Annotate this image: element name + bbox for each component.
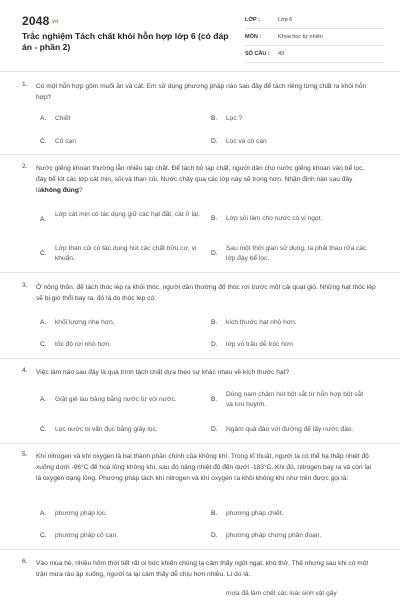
option-text: phương pháp chiết. bbox=[226, 510, 284, 517]
meta-value: Lớp 6 bbox=[278, 17, 293, 23]
option-text: phương pháp cô cạn. bbox=[55, 532, 118, 539]
option-text: kích thước hạt nhỏ hơn. bbox=[226, 319, 297, 326]
question-text: Ở nông thôn, để tách thóc lép ra khỏi thóc, người dân thường đổ thóc rơi trước một cái quạt gió. Những hạt thóc lép sẽ bị gió thổi bay ra, đó là do thóc lép có: bbox=[36, 284, 376, 302]
option-text: Lọc và cô cạn bbox=[226, 138, 267, 145]
meta-row-count bbox=[245, 46, 384, 63]
header-divider bbox=[0, 71, 400, 72]
option-letter: D. bbox=[211, 138, 218, 145]
question-text: Khí nitrogen và khí oxygen là hai thành phần chính của không khí. Trong kĩ thuật, người ta có thể hạ thấp nhiệt độ xuống dưới -96°C để hoá lỏng không khí, sau đó nâng nhiệt độ đến dưới -183°C. Khi đó, nitrogen bay ra và còn lại là oxygen dạng lỏng. Phương pháp tách khí nitrogen và khí oxygen ra khỏi không khí như trên được gọi là: bbox=[36, 453, 372, 482]
meta-value: 49 bbox=[278, 51, 285, 57]
meta-table bbox=[245, 12, 384, 63]
option-c[interactable] bbox=[40, 531, 200, 541]
document-header bbox=[22, 12, 384, 64]
option-text: Lớp cát mịn có tác dụng giữ các hạt đất, cát ở lại. bbox=[55, 211, 201, 218]
question-separator bbox=[0, 443, 400, 444]
meta-key: SỐ CÂU : bbox=[245, 51, 270, 57]
page-title: Trắc nghiệm Tách chất khỏi hỗn hợp lớp 6 (có đáp án - phần 2) bbox=[22, 31, 229, 52]
question-text: Có một hỗn hợp gồm muối ăn và cát. Em sử dụng phương pháp nào sau đây để tách riêng từng chất ra khỏi hỗn hợp? bbox=[36, 83, 367, 101]
option-letter: D. bbox=[211, 341, 218, 348]
option-letter: A. bbox=[40, 510, 47, 517]
option-letter: D. bbox=[211, 532, 218, 539]
option-text: Ngâm quả đào với đường để lấy nước đào. bbox=[226, 426, 354, 433]
option-letter: A. bbox=[40, 319, 47, 326]
question-number: 2. bbox=[22, 163, 28, 170]
question-number: 3. bbox=[22, 282, 28, 289]
option-letter: C. bbox=[40, 138, 47, 145]
option-c[interactable] bbox=[40, 425, 205, 435]
option-letter: D. bbox=[211, 250, 218, 257]
option-d[interactable] bbox=[211, 531, 376, 541]
option-d[interactable] bbox=[211, 425, 381, 435]
logo-tld: .vn bbox=[50, 18, 59, 25]
option-letter: C. bbox=[40, 426, 47, 433]
option-a[interactable] bbox=[40, 509, 200, 519]
option-letter: B. bbox=[211, 396, 218, 403]
meta-key: LỚP : bbox=[245, 17, 260, 23]
option-text: Chiết bbox=[55, 115, 71, 122]
option-text: tốc độ rơi nhỏ hơn. bbox=[55, 341, 111, 348]
question-separator bbox=[0, 272, 400, 273]
option-text: Cô cạn bbox=[55, 138, 76, 145]
option-text: khối lượng nhẹ hơn. bbox=[55, 319, 115, 326]
option-text: Giặt giẻ lau bảng bằng nước từ vòi nước. bbox=[55, 396, 177, 403]
option-c[interactable] bbox=[40, 137, 200, 147]
option-letter: B. bbox=[211, 115, 218, 122]
option-text: Lớp sỏi làm cho nước có vị ngọt. bbox=[226, 215, 323, 222]
option-d[interactable] bbox=[211, 137, 371, 147]
option-letter: B. bbox=[211, 510, 218, 517]
option-letter: C. bbox=[40, 341, 47, 348]
option-d[interactable] bbox=[211, 340, 371, 350]
question-separator bbox=[0, 549, 400, 550]
option-c[interactable] bbox=[40, 244, 200, 264]
meta-row-subject bbox=[245, 29, 384, 46]
option-text: Lọc nước bị vẩn đục bằng giấy lọc. bbox=[55, 426, 158, 433]
option-b[interactable] bbox=[211, 114, 371, 124]
question-emphasis: không đúng bbox=[41, 187, 79, 194]
option-text: Lọc ? bbox=[226, 115, 243, 122]
question-text bbox=[36, 163, 376, 196]
option-d[interactable] bbox=[211, 244, 371, 264]
question-separator bbox=[0, 358, 400, 359]
question-text-main: Nước giếng khoan thường lẫn nhiều tạp chất. Để tách bỏ tạp chất, người dân cho nước giếng khoan vào bể lọc, đáy bể lót các lớp cát mịn, sỏi và than củi. Nước chảy qua các lớp này sẽ trong hơn. Nhận định nào sau đây là bbox=[36, 165, 365, 194]
option-letter: B. bbox=[211, 215, 218, 222]
question-text: Vào mùa hè, nhiều hôm thời tiết rất oi bức khiến chúng ta cảm thấy ngột ngạt, khó thở. Thế nhưng sau khi có một trận mưa rào ập xuống, người ta lại cảm thấy dễ chịu hơn nhiều. Lí do là: bbox=[36, 560, 369, 578]
option-text: phương pháp chưng phân đoạn. bbox=[226, 532, 322, 539]
option-text: mưa đã làm chết các loài sinh vật gây bbox=[226, 590, 337, 597]
option-b[interactable] bbox=[211, 390, 371, 410]
option-letter: A. bbox=[40, 115, 47, 122]
option-partial[interactable] bbox=[211, 589, 381, 599]
option-letter: D. bbox=[211, 426, 218, 433]
question-text-tail: ? bbox=[78, 187, 83, 194]
option-b[interactable] bbox=[211, 509, 371, 519]
option-b[interactable] bbox=[211, 318, 371, 328]
question-number: 1. bbox=[22, 81, 28, 88]
option-c[interactable] bbox=[40, 340, 200, 350]
option-text: phương pháp lọc. bbox=[55, 510, 107, 517]
option-letter: A. bbox=[40, 396, 47, 403]
option-b[interactable] bbox=[211, 214, 371, 224]
question-text: Việc làm nào sau đây là quá trình tách chất dựa theo sự khác nhau về kích thước hạt? bbox=[36, 369, 290, 376]
option-letter: C. bbox=[40, 532, 47, 539]
logo-text: 2048 bbox=[22, 14, 50, 28]
option-letter: A. bbox=[40, 216, 47, 223]
option-text: Sau một thời gian sử dụng, ta phải thau rửa các lớp đáy bể lọc. bbox=[226, 245, 367, 262]
option-a[interactable] bbox=[40, 318, 200, 328]
meta-key: MÔN : bbox=[245, 34, 262, 40]
option-a[interactable] bbox=[40, 114, 200, 124]
site-logo[interactable] bbox=[22, 14, 58, 28]
question-number: 5. bbox=[22, 451, 28, 458]
question-number: 4. bbox=[22, 367, 28, 374]
option-text: Lớp than củi có tác dụng hút các chất hữu cơ, vi khuẩn. bbox=[55, 245, 197, 262]
option-a[interactable] bbox=[40, 395, 205, 405]
question-separator bbox=[0, 154, 400, 155]
option-a[interactable] bbox=[40, 210, 200, 225]
meta-row-grade bbox=[245, 12, 384, 29]
option-letter: B. bbox=[211, 319, 218, 326]
meta-value: Khoa học tự nhiên bbox=[278, 34, 323, 40]
option-letter: C. bbox=[40, 250, 47, 257]
option-text: Dùng nam châm hút bột sắt từ hỗn hợp bột sắt và lưu huỳnh. bbox=[226, 391, 364, 408]
question-number: 6. bbox=[22, 558, 28, 565]
option-text: lớp vỏ trấu dễ tróc hơn bbox=[226, 341, 293, 348]
